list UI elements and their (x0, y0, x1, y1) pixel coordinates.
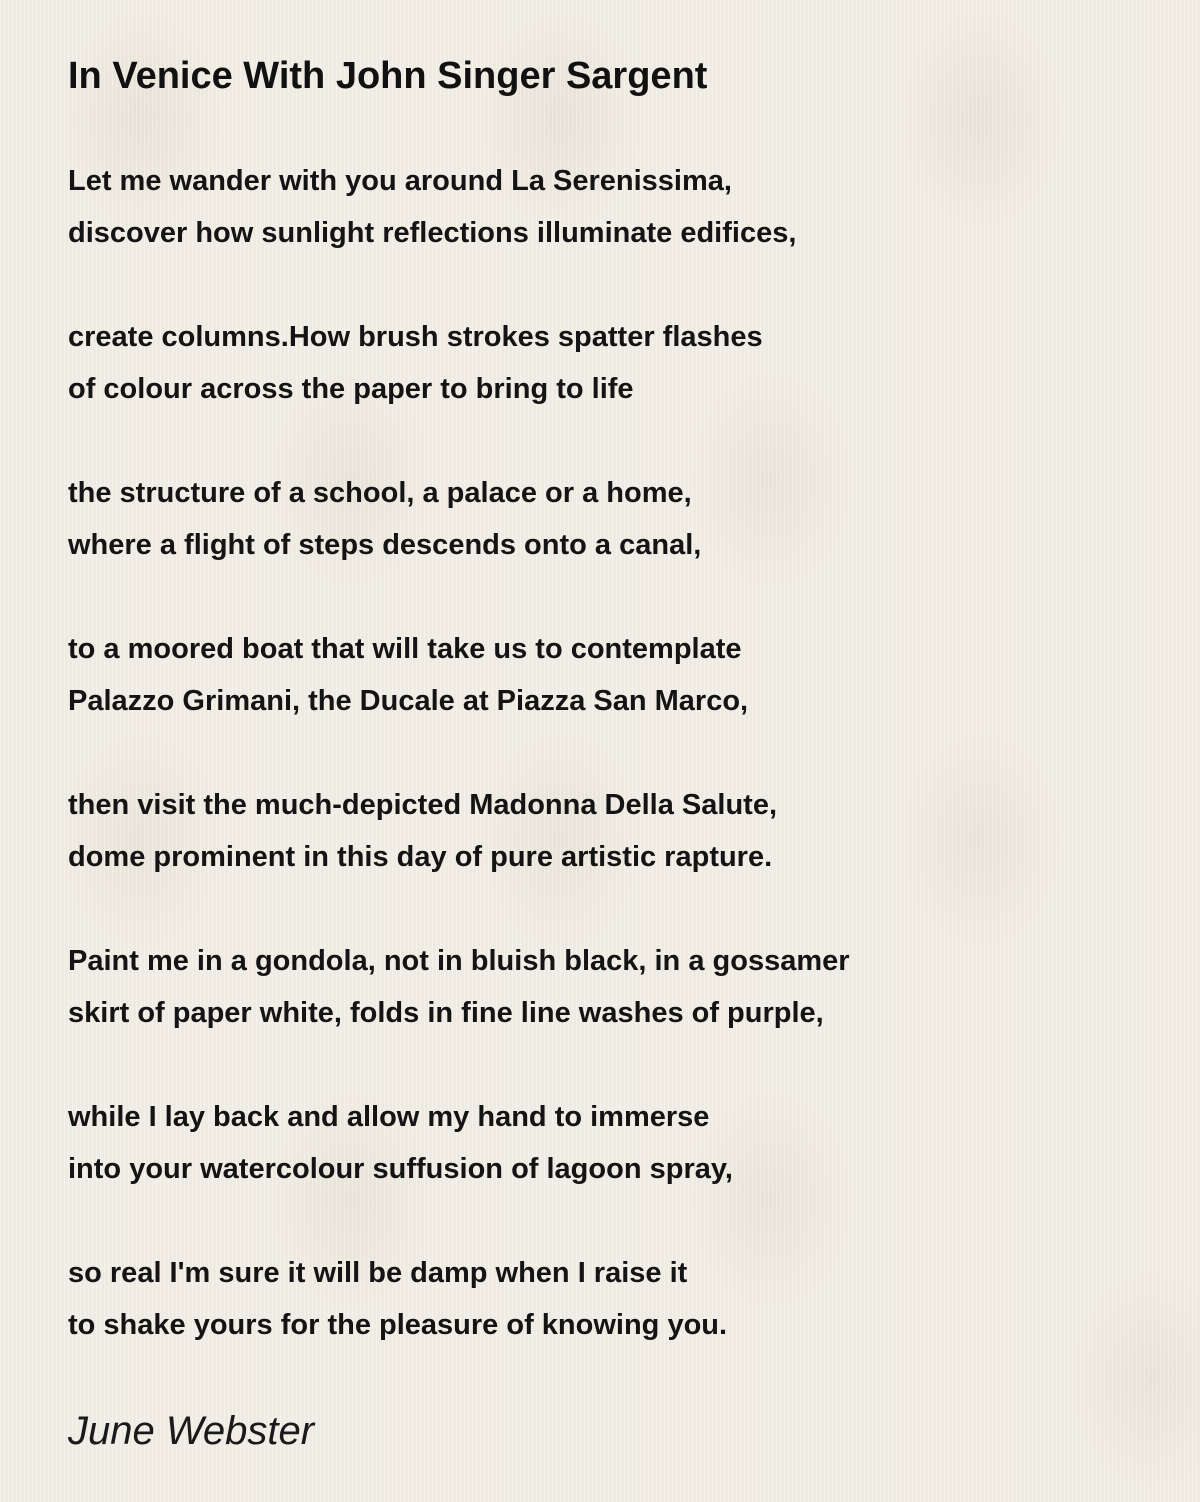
stanza (68, 467, 1168, 571)
poem-line: Palazzo Grimani, the Ducale at Piazza San Marco, (68, 685, 749, 717)
stanza (68, 155, 1168, 259)
poem-line: create columns.How brush strokes spatter flashes (68, 321, 763, 353)
poem-line: Paint me in a gondola, not in bluish black, in a gossamer (68, 945, 850, 977)
poem-line: skirt of paper white, folds in fine line washes of purple, (68, 997, 824, 1029)
poem-line: to shake yours for the pleasure of knowing you. (68, 1309, 728, 1341)
stanza (68, 935, 1168, 1039)
poem-author: June Webster (68, 1409, 315, 1453)
poem-line: then visit the much-depicted Madonna Della Salute, (68, 789, 777, 821)
poem-line: dome prominent in this day of pure artistic rapture. (68, 841, 773, 873)
poem-line: the structure of a school, a palace or a home, (68, 477, 692, 509)
poem-line: discover how sunlight reflections illuminate edifices, (68, 217, 797, 249)
poem-line: Let me wander with you around La Serenissima, (68, 165, 732, 197)
stanza (68, 779, 1168, 883)
stanza (68, 1091, 1168, 1195)
poem-title: In Venice With John Singer Sargent (68, 55, 708, 97)
stanza (68, 1247, 1168, 1351)
poem-line: where a flight of steps descends onto a canal, (68, 529, 702, 561)
poem-page (68, 50, 1168, 1459)
poem-line: while I lay back and allow my hand to immerse (68, 1101, 710, 1133)
poem-line: so real I'm sure it will be damp when I raise it (68, 1257, 688, 1289)
stanza (68, 311, 1168, 415)
poem-line: into your watercolour suffusion of lagoon spray, (68, 1153, 733, 1185)
poem-line: of colour across the paper to bring to life (68, 373, 634, 405)
stanza (68, 623, 1168, 727)
poem-body (68, 155, 1168, 1351)
poem-line: to a moored boat that will take us to contemplate (68, 633, 742, 665)
